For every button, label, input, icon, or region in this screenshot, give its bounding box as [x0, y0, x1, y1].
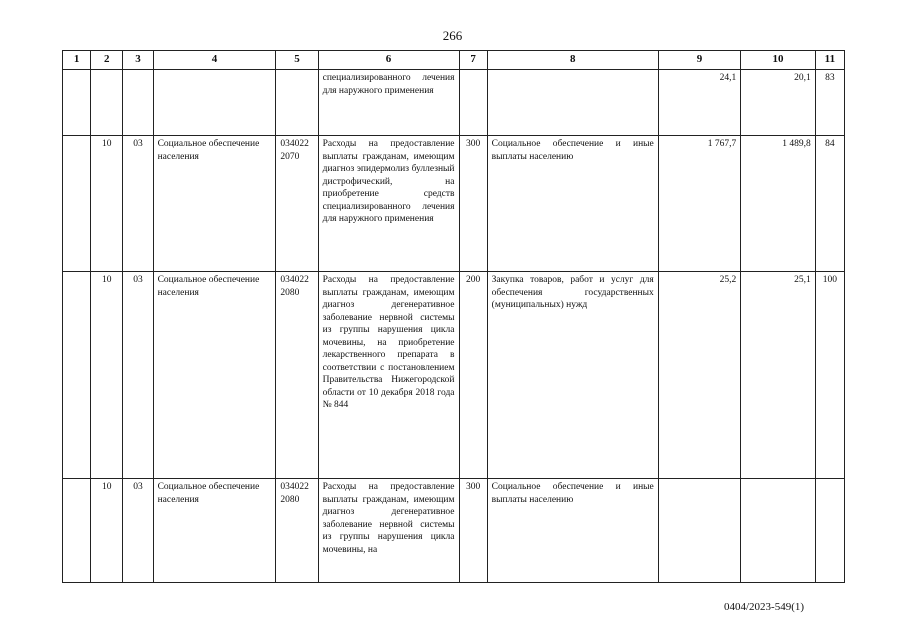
header-cell: 9 — [658, 51, 741, 70]
plan-amount-cell: 25,2 — [658, 272, 741, 479]
header-cell: 2 — [91, 51, 123, 70]
section-cell — [63, 136, 91, 272]
header-cell: 4 — [153, 51, 276, 70]
subchapter-name-cell: Социальное обеспечение населения — [153, 136, 276, 272]
subchapter-cell — [123, 70, 153, 136]
table-row — [63, 272, 845, 479]
header-cell: 6 — [318, 51, 459, 70]
section-cell — [63, 479, 91, 583]
target-name-cell: Расходы на предоставление выплаты гражданам, имеющим диагноз дегенеративное заболевание нервной системы из группы нарушения цикла мочевины, на — [318, 479, 459, 583]
table-row — [63, 70, 845, 136]
target-code-cell: 034022 2070 — [276, 136, 318, 272]
page-number: 266 — [442, 28, 463, 43]
chapter-cell: 10 — [91, 272, 123, 479]
actual-amount-cell: 25,1 — [741, 272, 815, 479]
subchapter-name-cell: Социальное обеспечение населения — [153, 479, 276, 583]
header-cell: 10 — [741, 51, 815, 70]
subchapter-cell: 03 — [123, 136, 153, 272]
header-cell: 8 — [487, 51, 658, 70]
chapter-cell: 10 — [91, 479, 123, 583]
target-name-cell: специализированного лечения для наружного применения — [318, 70, 459, 136]
subchapter-cell: 03 — [123, 272, 153, 479]
chapter-cell — [91, 70, 123, 136]
header-cell: 3 — [123, 51, 153, 70]
target-name-cell: Расходы на предоставление выплаты гражданам, имеющим диагноз эпидермолиз буллезный дистрофический, на приобретение средств специализированного лечения для наружного применения — [318, 136, 459, 272]
plan-amount-cell: 24,1 — [658, 70, 741, 136]
plan-amount-cell — [658, 479, 741, 583]
target-code-cell: 034022 2080 — [276, 479, 318, 583]
expense-type-name-cell — [487, 70, 658, 136]
percent-cell: 84 — [815, 136, 844, 272]
subchapter-cell: 03 — [123, 479, 153, 583]
expense-type-name-cell: Закупка товаров, работ и услуг для обеспечения государственных (муниципальных) нужд — [487, 272, 658, 479]
subchapter-name-cell: Социальное обеспечение населения — [153, 272, 276, 479]
header-row — [63, 51, 845, 70]
actual-amount-cell: 1 489,8 — [741, 136, 815, 272]
percent-cell — [815, 479, 844, 583]
target-name-cell: Расходы на предоставление выплаты гражданам, имеющим диагноз дегенеративное заболевание нервной системы из группы нарушения цикла мочевины, на приобретение лекарственного препарата в соответствии с постановлением Правительства Нижегородской области от 10 декабря 2018 года № 844 — [318, 272, 459, 479]
actual-amount-cell — [741, 479, 815, 583]
expense-type-cell: 300 — [459, 136, 487, 272]
header-cell: 1 — [63, 51, 91, 70]
chapter-cell: 10 — [91, 136, 123, 272]
target-code-cell — [276, 70, 318, 136]
header-cell: 11 — [815, 51, 844, 70]
percent-cell: 100 — [815, 272, 844, 479]
subchapter-name-cell — [153, 70, 276, 136]
expense-type-cell: 300 — [459, 479, 487, 583]
table-row — [63, 479, 845, 583]
expense-type-name-cell: Социальное обеспечение и иные выплаты населению — [487, 479, 658, 583]
document-code: 0404/2023-549(1) — [724, 601, 805, 613]
budget-table — [62, 50, 845, 583]
target-code-cell: 034022 2080 — [276, 272, 318, 479]
expense-type-cell: 200 — [459, 272, 487, 479]
percent-cell: 83 — [815, 70, 844, 136]
header-cell: 7 — [459, 51, 487, 70]
expense-type-name-cell: Социальное обеспечение и иные выплаты населению — [487, 136, 658, 272]
header-cell: 5 — [276, 51, 318, 70]
section-cell — [63, 272, 91, 479]
plan-amount-cell: 1 767,7 — [658, 136, 741, 272]
table-row — [63, 136, 845, 272]
expense-type-cell — [459, 70, 487, 136]
section-cell — [63, 70, 91, 136]
actual-amount-cell: 20,1 — [741, 70, 815, 136]
